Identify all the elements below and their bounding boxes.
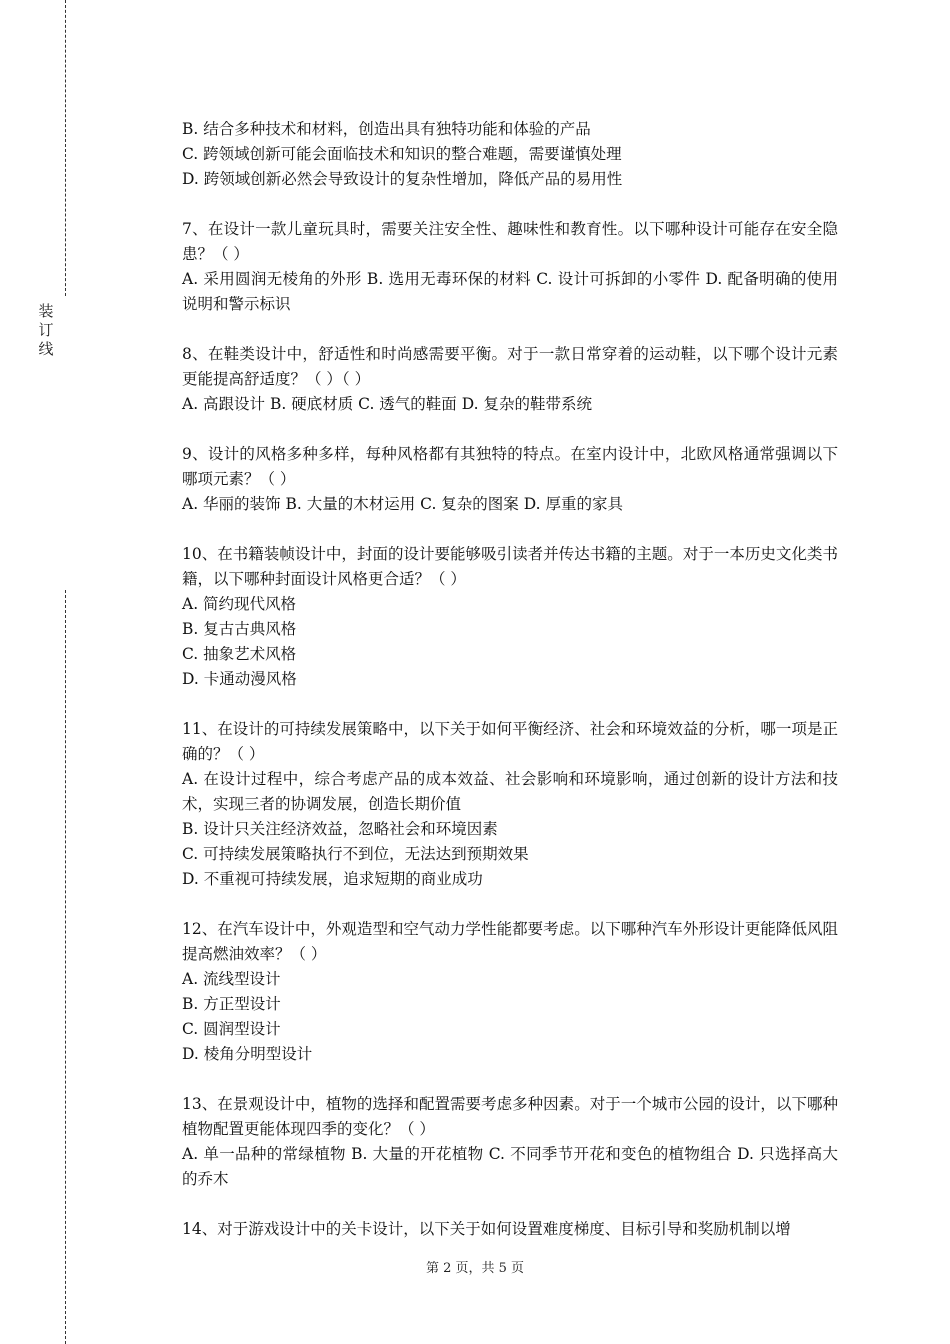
q10-option-d: D. 卡通动漫风格 <box>182 670 297 688</box>
binding-char: 线 <box>38 340 54 358</box>
q12-option-c: C. 圆润型设计 <box>182 1020 281 1038</box>
q10-option-a: A. 简约现代风格 <box>182 595 297 613</box>
q11-option-d: D. 不重视可持续发展，追求短期的商业成功 <box>182 870 483 888</box>
binding-label <box>36 302 56 359</box>
q8-stem: 8、在鞋类设计中，舒适性和时尚感需要平衡。对于一款日常穿着的运动鞋，以下哪个设计元素更能提高舒适度？（ ）（ ） <box>182 345 838 388</box>
q9-stem: 9、设计的风格多种多样，每种风格都有其独特的特点。在室内设计中，北欧风格通常强调以下哪项元素？（ ） <box>182 445 838 488</box>
q13-options: A. 单一品种的常绿植物 B. 大量的开花植物 C. 不同季节开花和变色的植物组合 D. 只选择高大的乔木 <box>182 1145 838 1188</box>
q12-option-a: A. 流线型设计 <box>182 970 281 988</box>
q10-stem: 10、在书籍装帧设计中，封面的设计要能够吸引读者并传达书籍的主题。对于一本历史文化类书籍，以下哪种封面设计风格更合适？（ ） <box>182 545 838 588</box>
q11-stem: 11、在设计的可持续发展策略中，以下关于如何平衡经济、社会和环境效益的分析，哪一项是正确的？（ ） <box>182 720 838 763</box>
binding-char: 订 <box>38 321 54 339</box>
q12-stem: 12、在汽车设计中，外观造型和空气动力学性能都要考虑。以下哪种汽车外形设计更能降低风阻提高燃油效率？（ ） <box>182 920 838 963</box>
q14-stem: 14、对于游戏设计中的关卡设计，以下关于如何设置难度梯度、目标引导和奖励机制以增 <box>182 1220 791 1238</box>
q9-options: A. 华丽的装饰 B. 大量的木材运用 C. 复杂的图案 D. 厚重的家具 <box>182 495 623 513</box>
q12-option-b: B. 方正型设计 <box>182 995 281 1013</box>
q7-options: A. 采用圆润无棱角的外形 B. 选用无毒环保的材料 C. 设计可拆卸的小零件 D. 配备明确的使用说明和警示标识 <box>182 270 838 313</box>
q11-option-b: B. 设计只关注经济效益，忽略社会和环境因素 <box>182 820 498 838</box>
q6-option-b: B. 结合多种技术和材料，创造出具有独特功能和体验的产品 <box>182 120 591 138</box>
binding-line-top <box>65 0 66 296</box>
q11-option-a: A. 在设计过程中，综合考虑产品的成本效益、社会影响和环境影响，通过创新的设计方法和技术，实现三者的协调发展，创造长期价值 <box>182 770 838 813</box>
binding-line-bottom <box>65 590 66 1344</box>
q11-option-c: C. 可持续发展策略执行不到位，无法达到预期效果 <box>182 845 529 863</box>
binding-char: 装 <box>38 302 54 320</box>
exam-content <box>182 117 838 1242</box>
q6-option-c: C. 跨领域创新可能会面临技术和知识的整合难题，需要谨慎处理 <box>182 145 622 163</box>
q7-stem: 7、在设计一款儿童玩具时，需要关注安全性、趣味性和教育性。以下哪种设计可能存在安全隐患？（ ） <box>182 220 838 263</box>
q10-option-c: C. 抽象艺术风格 <box>182 645 297 663</box>
page-footer: 第 2 页，共 5 页 <box>425 1261 525 1276</box>
q8-options: A. 高跟设计 B. 硬底材质 C. 透气的鞋面 D. 复杂的鞋带系统 <box>182 395 592 413</box>
q10-option-b: B. 复古古典风格 <box>182 620 297 638</box>
q13-stem: 13、在景观设计中，植物的选择和配置需要考虑多种因素。对于一个城市公园的设计，以下哪种植物配置更能体现四季的变化？（ ） <box>182 1095 838 1138</box>
q6-option-d: D. 跨领域创新必然会导致设计的复杂性增加，降低产品的易用性 <box>182 170 623 188</box>
q12-option-d: D. 棱角分明型设计 <box>182 1045 313 1063</box>
